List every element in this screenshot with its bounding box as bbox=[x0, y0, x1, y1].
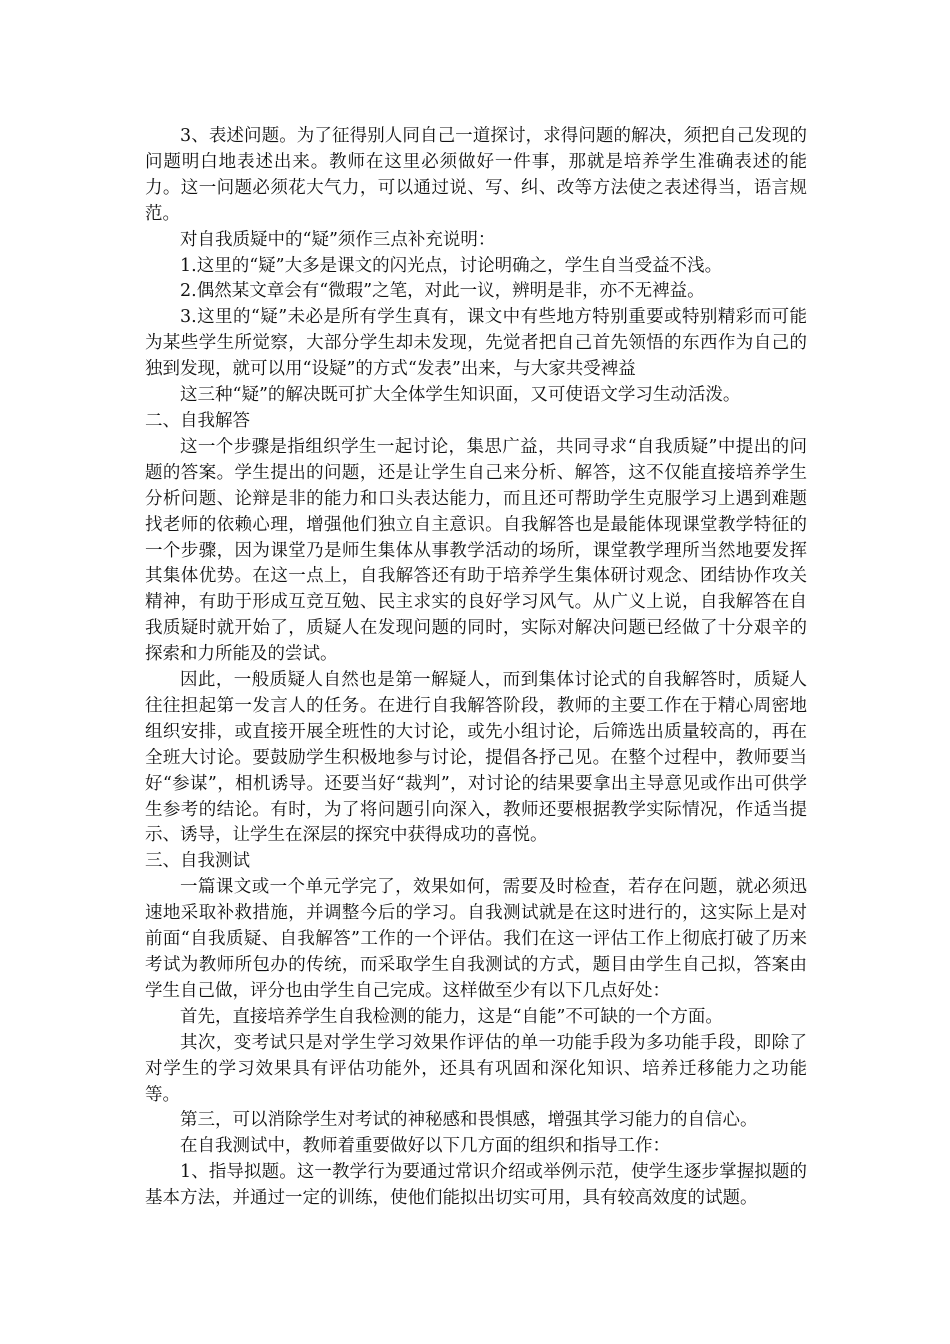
paragraph-doubt-point-1: 1.这里的“疑”大多是课文的闪光点，讨论明确之，学生自当受益不浅。 bbox=[180, 255, 723, 276]
paragraph-guide-question-writing: 1、指导拟题。这一教学行为要通过常识介绍或举例示范，使学生逐步掌握拟题的基本方法，并通过一定的训练，使他们能拟出切实可用，具有较高效度的试题。 bbox=[145, 1162, 807, 1209]
paragraph-doubt-point-3: 3.这里的“疑”未必是所有学生真有，课文中有些地方特别重要或特别精彩而可能为某些学生所觉察，大部分学生却未发现，先觉者把自己首先领悟的东西作为自己的独到发现，就可以用“设疑”的方式“发表”出来，与大家共受裨益 bbox=[145, 307, 807, 380]
section-heading-self-answer: 二、自我解答 bbox=[145, 410, 250, 431]
paragraph-doubt-point-2: 2.偶然某文章会有“微瑕”之笔，对此一议，辨明是非，亦不无裨益。 bbox=[180, 281, 705, 302]
paragraph-benefit-first: 首先，直接培养学生自我检测的能力，这是“自能”不可缺的一个方面。 bbox=[180, 1006, 723, 1027]
paragraph-doubt-supplement-intro: 对自我质疑中的“疑”须作三点补充说明： bbox=[180, 229, 496, 250]
paragraph-self-test-intro: 一篇课文或一个单元学完了，效果如何，需要及时检查，若存在问题，就必须迅速地采取补救措施，并调整今后的学习。自我测试就是在这时进行的，这实际上是对前面“自我质疑、自我解答”工作的一个评估。我们在这一评估工作上彻底打破了历来考试为教师所包办的传统，而采取学生自我测试的方式，题目由学生自己拟，答案由学生自己做，评分也由学生自己完成。这样做至少有以下几点好处： bbox=[145, 877, 807, 1001]
paragraph-doubt-summary: 这三种“疑”的解决既可扩大全体学生知识面，又可使语文学习生动活泼。 bbox=[180, 385, 741, 406]
paragraph-self-answer-2: 因此，一般质疑人自然也是第一解疑人，而到集体讨论式的自我解答时，质疑人往往担起第一发言人的任务。在进行自我解答阶段，教师的主要工作在于精心周密地组织安排，或直接开展全班性的大讨论，或先小组讨论，后筛选出质量较高的，再在全班大讨论。要鼓励学生积极地参与讨论，提倡各抒己见。在整个过程中，教师要当好“参谋”，相机诱导。还要当好“裁判”，对讨论的结果要拿出主导意见或作出可供学生参考的结论。有时，为了将问题引向深入，教师还要根据教学实际情况，作适当提示、诱导，让学生在深层的探究中获得成功的喜悦。 bbox=[145, 670, 807, 846]
paragraph-express-question: 3、表述问题。为了征得别人同自己一道探讨，求得问题的解决，须把自己发现的问题明白地表述出来。教师在这里必须做好一件事，那就是培养学生准确表述的能力。这一问题必须花大气力，可以通过说、写、纠、改等方法使之表述得当，语言规范。 bbox=[145, 126, 807, 224]
paragraph-benefit-second: 其次，变考试只是对学生学习效果作评估的单一功能手段为多功能手段，即除了对学生的学习效果具有评估功能外，还具有巩固和深化知识、培养迁移能力之功能等。 bbox=[145, 1032, 807, 1105]
section-heading-self-test: 三、自我测试 bbox=[145, 851, 250, 872]
paragraph-self-answer-1: 这一个步骤是指组织学生一起讨论，集思广益，共同寻求“自我质疑”中提出的问题的答案。学生提出的问题，还是让学生自己来分析、解答，这不仅能直接培养学生分析问题、论辩是非的能力和口头表达能力，而且还可帮助学生克服学习上遇到难题找老师的依赖心理，增强他们独立自主意识。自我解答也是最能体现课堂教学特征的一个步骤，因为课堂乃是师生集体从事教学活动的场所，课堂教学理所当然地要发挥其集体优势。在这一点上，自我解答还有助于培养学生集体研讨观念、团结协作攻关精神，有助于形成互竞互勉、民主求实的良好学习风气。从广义上说，自我解答在自我质疑时就开始了，质疑人在发现问题的同时，实际对解决问题已经做了十分艰辛的探索和力所能及的尝试。 bbox=[145, 436, 807, 665]
document-page bbox=[145, 124, 807, 1212]
paragraph-teacher-guidance: 在自我测试中，教师着重要做好以下几方面的组织和指导工作： bbox=[180, 1136, 670, 1157]
paragraph-benefit-third: 第三，可以消除学生对考试的神秘感和畏惧感，增强其学习能力的自信心。 bbox=[180, 1110, 758, 1131]
